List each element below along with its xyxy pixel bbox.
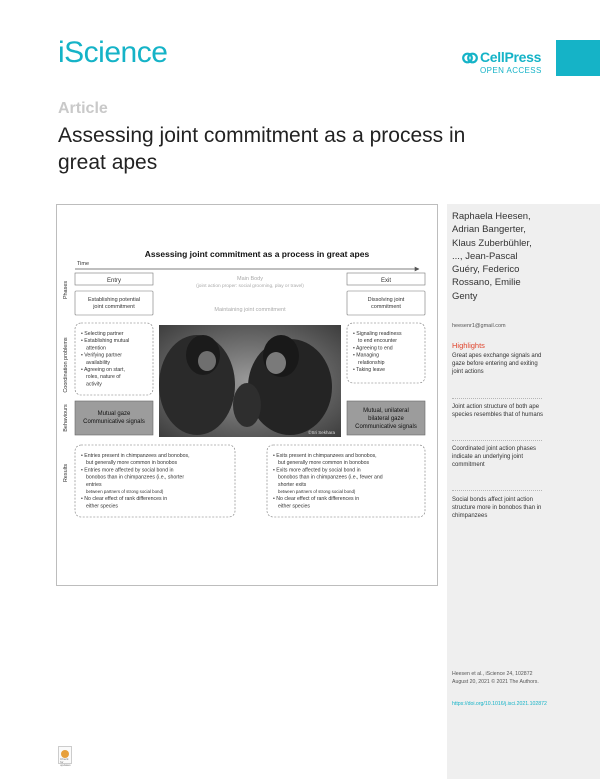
highlight-item: Great apes exchange signals and gaze before entering and exiting joint actions xyxy=(452,353,542,375)
establishing-text xyxy=(88,297,140,310)
highlight-item: Social bonds affect joint action structure more in bonobos than in chimpanzees xyxy=(452,497,542,519)
phase-exit-label: Exit xyxy=(380,278,392,284)
dissolving-line: Dissolving joint xyxy=(367,297,405,303)
dissolving-line: commitment xyxy=(371,304,401,310)
exit-problem-item: • Agreeing to end xyxy=(353,345,393,352)
entry-result-item: • Entries more affected by social bond in xyxy=(81,467,174,474)
establishing-line: joint commitment xyxy=(93,304,135,310)
journal-logo: iScience xyxy=(58,36,168,69)
exit-problem-item: relationship xyxy=(358,359,385,366)
exit-result-item: • Exits present in chimpanzees and bonobos, xyxy=(273,453,377,459)
article-type-label: Article xyxy=(58,100,108,117)
time-label: Time xyxy=(77,261,90,267)
graphical-abstract xyxy=(56,204,438,586)
entry-problem-item: roles, nature of xyxy=(86,374,121,381)
establishing-line: Establishing potential xyxy=(88,297,140,303)
photo-credit: ©Sri Sekhara xyxy=(308,430,335,435)
entry-problem-item: • Verifying partner xyxy=(81,352,123,359)
badge-label: Check for updates xyxy=(60,757,71,767)
entry-problem-item: availability xyxy=(86,359,110,366)
row-label-phases: Phases xyxy=(63,280,69,300)
row-label-coordination: Coordination problems xyxy=(63,337,69,393)
author-list: Raphaela Heesen, Adrian Bangerter, Klaus Zuberbühler, ..., Jean-Pascal Guéry, Federico Rossano, Emilie Genty xyxy=(452,211,532,302)
exit-result-item: but generally more common in bonobos xyxy=(278,460,370,467)
highlight-divider xyxy=(452,490,542,491)
chimpanzee-photo xyxy=(159,325,341,437)
exit-result-item: either species xyxy=(278,503,311,510)
entry-result-item: bonobos than in chimpanzees (i.e., shorter xyxy=(86,474,185,481)
figure-canvas xyxy=(57,205,437,585)
exit-result-item-detail: between partners of strong social bond) xyxy=(278,489,356,494)
cellpress-icon xyxy=(462,50,478,66)
publisher-name: CellPress xyxy=(480,49,542,65)
highlight-divider xyxy=(452,440,542,441)
entry-result-item: • Entries present in chimpanzees and bonobos, xyxy=(81,453,190,459)
highlight-item: Joint action structure of both ape species resembles that of humans xyxy=(452,404,544,418)
entry-result-item: • No clear effect of rank differences in xyxy=(81,496,168,503)
phase-entry-label: Entry xyxy=(106,278,122,284)
check-for-updates-badge[interactable] xyxy=(58,746,72,767)
entry-problem-item: • Selecting partner xyxy=(81,331,124,337)
highlights-heading: Highlights xyxy=(452,341,485,350)
doi-link[interactable]: https://doi.org/10.1016/j.isci.2021.102872 xyxy=(452,701,547,707)
article-title: Assessing joint commitment as a process in great apes xyxy=(58,124,466,174)
figure-title: Assessing joint commitment as a process in great apes xyxy=(144,249,370,259)
entry-problem-item: • Establishing mutual xyxy=(81,338,130,345)
row-label-behaviours: Behaviours xyxy=(63,404,69,432)
entry-problem-item: • Agreeing on start, xyxy=(81,367,125,373)
corresponding-email[interactable]: heesenr1@gmail.com xyxy=(452,323,506,329)
main-body-label: Main Body xyxy=(237,276,263,282)
exit-behaviour-bilateral: bilateral gaze xyxy=(368,416,404,422)
highlight-item: Coordinated joint action phases indicate an underlying joint commitment xyxy=(452,446,537,468)
entry-result-item-detail: between partners of strong social bond) xyxy=(86,489,164,494)
establishing-box xyxy=(75,291,153,315)
exit-behaviour-gaze: Mutual, unilateral xyxy=(363,408,409,414)
exit-problem-item: to end encounter xyxy=(358,338,397,345)
dissolving-text xyxy=(368,297,405,310)
maintaining-label: Maintaining joint commitment xyxy=(214,307,286,313)
entry-behaviour-box xyxy=(75,401,153,435)
exit-problem-item: • Taking leave xyxy=(353,367,385,373)
exit-problem-item: • Managing xyxy=(353,352,380,359)
row-label-results: Results xyxy=(63,463,69,483)
entry-result-item: but generally more common in bonobos xyxy=(86,460,178,467)
highlight-divider xyxy=(452,398,542,399)
entry-result-item: either species xyxy=(86,503,119,510)
exit-result-item: • Exits more affected by social bond in xyxy=(273,467,361,474)
dissolving-box xyxy=(347,291,425,315)
entry-behaviour-signals: Communicative signals xyxy=(83,419,145,425)
citation: Heesen et al., iScience 24, 102872 August 20, 2021 © 2021 The Authors. xyxy=(452,671,539,685)
open-access-label: OPEN ACCESS xyxy=(480,66,542,75)
exit-behaviour-signals: Communicative signals xyxy=(355,424,417,430)
entry-result-item: entries xyxy=(86,481,102,488)
header-accent-tab xyxy=(556,40,600,76)
exit-problem-item: • Signaling readiness xyxy=(353,331,402,337)
entry-problem-item: attention xyxy=(86,345,106,352)
exit-result-item: • No clear effect of rank differences in xyxy=(273,496,360,503)
main-body-subtitle: (joint action proper: social grooming, play or travel) xyxy=(196,284,304,289)
exit-result-item: bonobos than in chimpanzees (i.e., fewer and xyxy=(278,474,383,481)
exit-result-item: shorter exits xyxy=(278,481,307,488)
entry-problem-item: activity xyxy=(86,381,102,388)
entry-behaviour-gaze: Mutual gaze xyxy=(97,411,131,417)
